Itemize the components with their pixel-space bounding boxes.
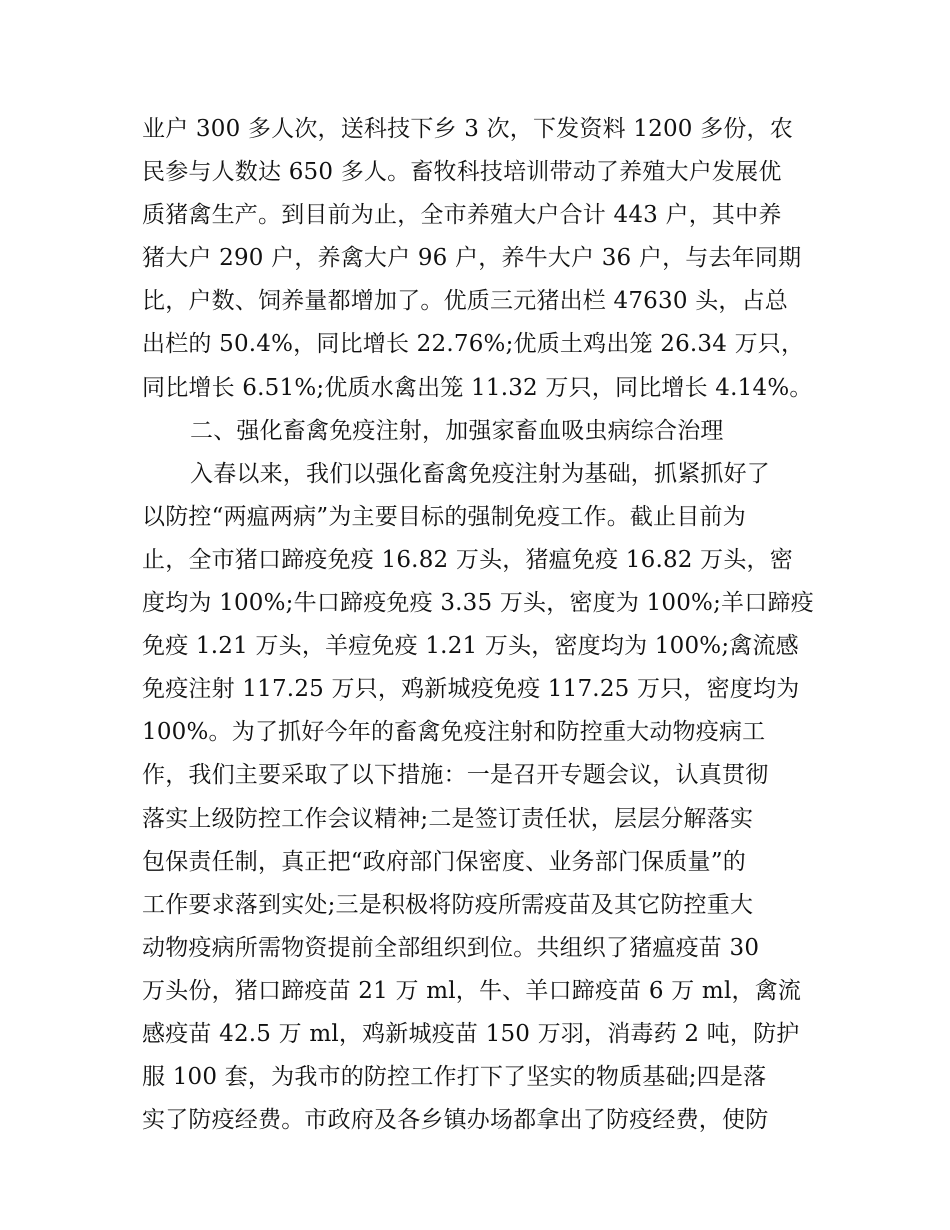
text-line: 出栏的 50.4%，同比增长 22.76%;优质土鸡出笼 26.34 万只， <box>142 331 805 358</box>
text-line: 服 100 套，为我市的防控工作打下了坚实的物质基础;四是落 <box>142 1064 767 1091</box>
text-line: 实了防疫经费。市政府及各乡镇办场都拿出了防疫经费，使防 <box>142 1107 769 1134</box>
section-heading: 二、强化畜禽免疫注射，加强家畜血吸虫病综合治理 <box>190 417 724 444</box>
text-line: 质猪禽生产。到目前为止，全市养殖大户合计 443 户，其中养 <box>142 202 782 229</box>
paragraph-first-line: 入春以来，我们以强化畜禽免疫注射为基础，抓紧抓好了 <box>190 460 770 487</box>
text-line: 包保责任制，真正把“政府部门保密度、业务部门保质量”的 <box>142 848 746 875</box>
text-line: 感疫苗 42.5 万 ml，鸡新城疫苗 150 万羽，消毒药 2 吨，防护 <box>142 1020 800 1047</box>
text-line: 免疫 1.21 万头，羊痘免疫 1.21 万头，密度均为 100%;禽流感 <box>142 633 799 660</box>
text-line: 工作要求落到实处;三是积极将防疫所需疫苗及其它防控重大 <box>142 891 754 918</box>
text-line: 业户 300 多人次，送科技下乡 3 次，下发资料 1200 多份，农 <box>142 116 793 142</box>
text-line: 度均为 100%;牛口蹄疫免疫 3.35 万头，密度为 100%;羊口蹄疫 <box>142 590 814 617</box>
text-line: 民参与人数达 650 多人。畜牧科技培训带动了养殖大户发展优 <box>142 159 782 186</box>
text-line: 作，我们主要采取了以下措施：一是召开专题会议，认真贯彻 <box>142 762 769 789</box>
text-line: 止，全市猪口蹄疫免疫 16.82 万头，猪瘟免疫 16.82 万头，密 <box>142 546 793 573</box>
text-line: 猪大户 290 户，养禽大户 96 户，养牛大户 36 户，与去年同期 <box>142 245 802 272</box>
text-line: 同比增长 6.51%;优质水禽出笼 11.32 万只，同比增长 4.14%。 <box>142 374 813 401</box>
body-text <box>140 108 820 1142</box>
text-line: 动物疫病所需物资提前全部组织到位。共组织了猪瘟疫苗 30 <box>142 934 760 961</box>
text-line: 万头份，猪口蹄疫苗 21 万 ml，牛、羊口蹄疫苗 6 万 ml，禽流 <box>142 977 802 1004</box>
text-line: 免疫注射 117.25 万只，鸡新城疫免疫 117.25 万只，密度均为 <box>142 676 800 703</box>
text-line: 以防控“两瘟两病”为主要目标的强制免疫工作。截止目前为 <box>142 503 746 530</box>
text-line: 比，户数、饲养量都增加了。优质三元猪出栏 47630 头，占总 <box>142 288 788 315</box>
text-line: 100%。为了抓好今年的畜禽免疫注射和防控重大动物疫病工 <box>142 719 766 746</box>
text-line: 落实上级防控工作会议精神;二是签订责任状，层层分解落实 <box>142 805 754 832</box>
